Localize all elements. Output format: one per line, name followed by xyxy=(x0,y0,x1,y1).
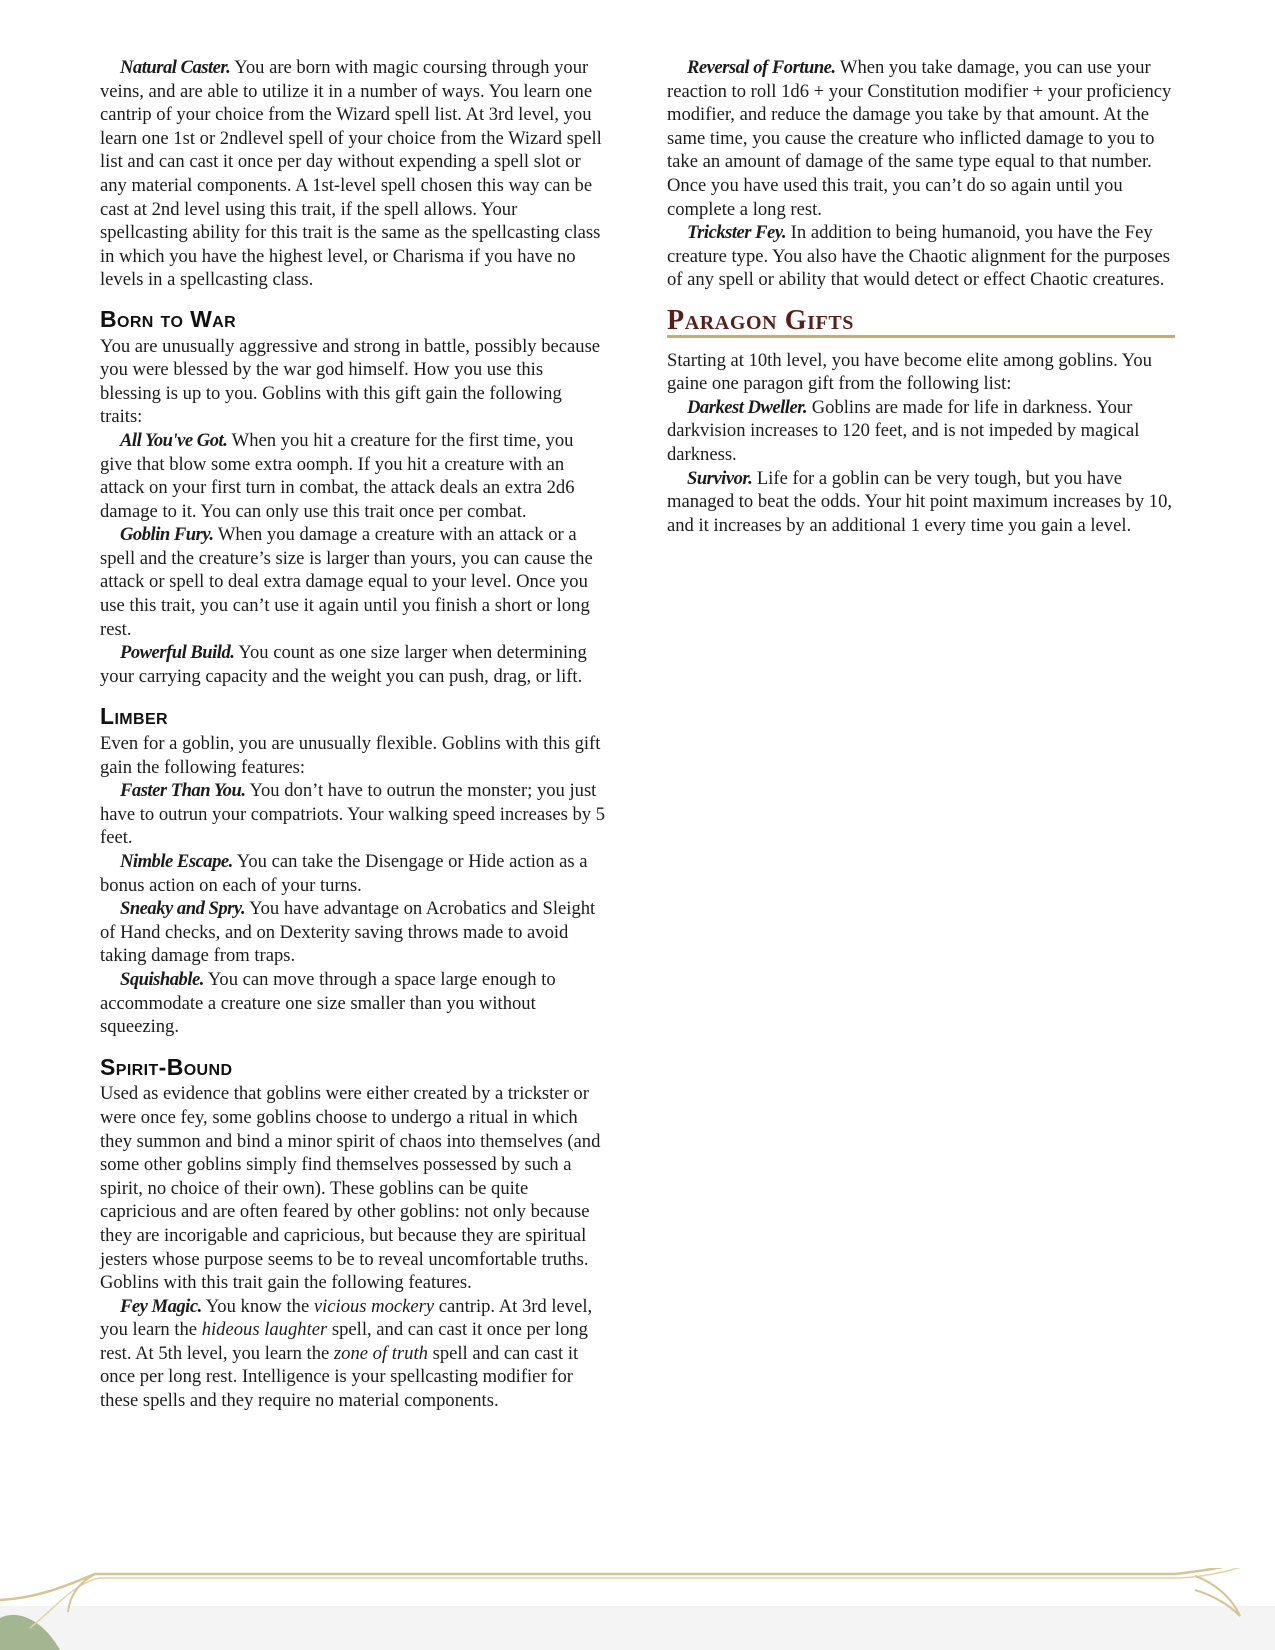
trait-name: Squishable. xyxy=(120,968,204,990)
trait-name: Survivor. xyxy=(687,467,753,489)
trait-paragraph xyxy=(100,897,608,968)
trait-name: Powerful Build. xyxy=(120,642,235,664)
right-column xyxy=(667,56,1175,537)
trait-paragraph xyxy=(100,968,608,1039)
spell-name: vicious mockery xyxy=(313,1295,435,1317)
spirit-bound-heading: Spirit-Bound xyxy=(100,1053,233,1080)
fey-magic-paragraph xyxy=(100,1295,608,1413)
spirit-bound-intro: Used as evidence that goblins were either created by a trickster or were once fey, some goblins choose to undergo a ritual in which they summon and bind a minor spirit of chaos into themselves (and some other goblins simply find themselves possessed by such a spirit, no choice of their own). These goblins can be quite capricious and are often feared by other goblins: not only because they are incorigable and capricious, but because they are spiritual jesters whose purpose seems to be to reveal uncomfortable truths. Goblins with this trait gain the following features. xyxy=(100,1083,601,1294)
trait-name: Darkest Dweller. xyxy=(687,396,808,418)
limber-intro: Even for a goblin, you are unusually flexible. Goblins with this gift gain the following features: xyxy=(100,733,601,778)
trait-name: Sneaky and Spry. xyxy=(120,898,246,920)
natural-caster-paragraph xyxy=(100,56,608,292)
trait-name: Reversal of Fortune. xyxy=(687,57,836,78)
trait-name: Nimble Escape. xyxy=(120,851,233,872)
trait-paragraph xyxy=(100,641,608,688)
trait-paragraph xyxy=(667,396,1175,467)
spell-name: zone of truth xyxy=(333,1342,428,1364)
left-column xyxy=(100,56,608,1413)
trait-text: spell and can cast it once per long rest. Intelligence is your spellcasting modifier for these spells and they require no material components. xyxy=(100,1342,579,1412)
trait-text: When you hit a creature for the first time, you give that blow some extra oomph. If you hit a creature with an attack on your first turn in combat, the attack deals an extra 2d6 damage to it. You can only use this trait once per combat. xyxy=(100,429,575,522)
trait-paragraph xyxy=(667,56,1175,221)
trait-text: You can move through a space large enough to accommodate a creature one size smaller than you without squeezing. xyxy=(100,968,556,1038)
spell-name: hideous laughter xyxy=(201,1319,328,1341)
trait-text: Life for a goblin can be very tough, but you have managed to beat the odds. Your hit point maximum increases by 10, and it increases by an additional 1 every time you gain a level. xyxy=(667,467,1173,536)
footer-ornament xyxy=(0,1568,1275,1650)
trait-paragraph xyxy=(100,523,608,641)
trait-text: You know the xyxy=(201,1295,314,1317)
footer-gold-line xyxy=(0,1568,1275,1600)
trait-text: You have advantage on Acrobatics and Sleight of Hand checks, and on Dexterity saving throws made to avoid taking damage from traps. xyxy=(100,898,596,967)
trait-text: You count as one size larger when determining your carrying capacity and the weight you can push, drag, or lift. xyxy=(100,642,587,687)
trait-text: cantrip. At 3rd level, you learn the xyxy=(100,1295,593,1341)
trait-name: Natural Caster. xyxy=(120,57,231,78)
trait-text: In addition to being humanoid, you have the Fey creature type. You also have the Chaotic alignment for the purposes of any spell or ability that would detect or effect Chaotic creatures. xyxy=(667,222,1170,291)
trait-paragraph xyxy=(667,467,1175,538)
footer-band xyxy=(0,1606,1275,1650)
trait-name: Faster Than You. xyxy=(120,780,246,802)
trait-text: spell, and can cast it once per long rest. At 5th level, you learn the xyxy=(100,1319,588,1364)
trait-paragraph xyxy=(100,429,608,523)
trait-text: When you take damage, you can use your reaction to roll 1d6 + your Constitution modifier + your proficiency modifier, and reduce the damage you take by that amount. At the same time, you cause the creature who inflicted damage to you to take an amount of damage of the same type equal to that number. Once you have used this trait, you can’t do so again until you complete a long rest. xyxy=(667,57,1172,220)
trait-paragraph xyxy=(667,221,1175,292)
trait-paragraph xyxy=(100,779,608,850)
limber-heading: Limber xyxy=(100,703,169,730)
trait-text: When you damage a creature with an attack or a spell and the creature’s size is larger than yours, you can cause the attack or spell to deal extra damage equal to your level. Once you use this trait, you can’t use it again until you finish a short or long rest. xyxy=(100,524,593,640)
trait-text: Goblins are made for life in darkness. Your darkvision increases to 120 feet, and is not impeded by magical darkness. xyxy=(667,396,1140,465)
trait-text: You can take the Disengage or Hide action as a bonus action on each of your turns. xyxy=(100,851,588,896)
trait-name: Trickster Fey. xyxy=(687,222,787,244)
born-to-war-intro: You are unusually aggressive and strong in battle, possibly because you were blessed by the war god himself. How you use this blessing is up to you. Goblins with this gift gain the following traits: xyxy=(100,335,601,428)
trait-name: All You've Got. xyxy=(120,429,228,451)
paragon-gifts-heading: Paragon Gifts xyxy=(667,309,1175,338)
paragon-gifts-intro: Starting at 10th level, you have become elite among goblins. You gaine one paragon gift from the following list: xyxy=(667,349,1152,395)
trait-text: You don’t have to outrun the monster; you just have to outrun your compatriots. Your walking speed increases by 5 feet. xyxy=(100,780,606,849)
trait-name: Fey Magic. xyxy=(120,1295,202,1317)
trait-text: You are born with magic coursing through your veins, and are able to utilize it in a number of ways. You learn one cantrip of your choice from the Wizard spell list. At 3rd level, you learn one 1st or 2ndlevel spell of your choice from the Wizard spell list and can cast it once per day without expending a spell slot or any material components. A 1st-level spell chosen this way can be cast at 2nd level using this trait, if the spell allows. Your spellcasting ability for this trait is the same as the spellcasting class in which you have the highest level, or Charisma if you have no levels in a spellcasting class. xyxy=(100,57,602,291)
born-to-war-heading: Born to War xyxy=(100,305,237,332)
trait-name: Goblin Fury. xyxy=(120,524,214,546)
trait-paragraph xyxy=(100,850,608,897)
